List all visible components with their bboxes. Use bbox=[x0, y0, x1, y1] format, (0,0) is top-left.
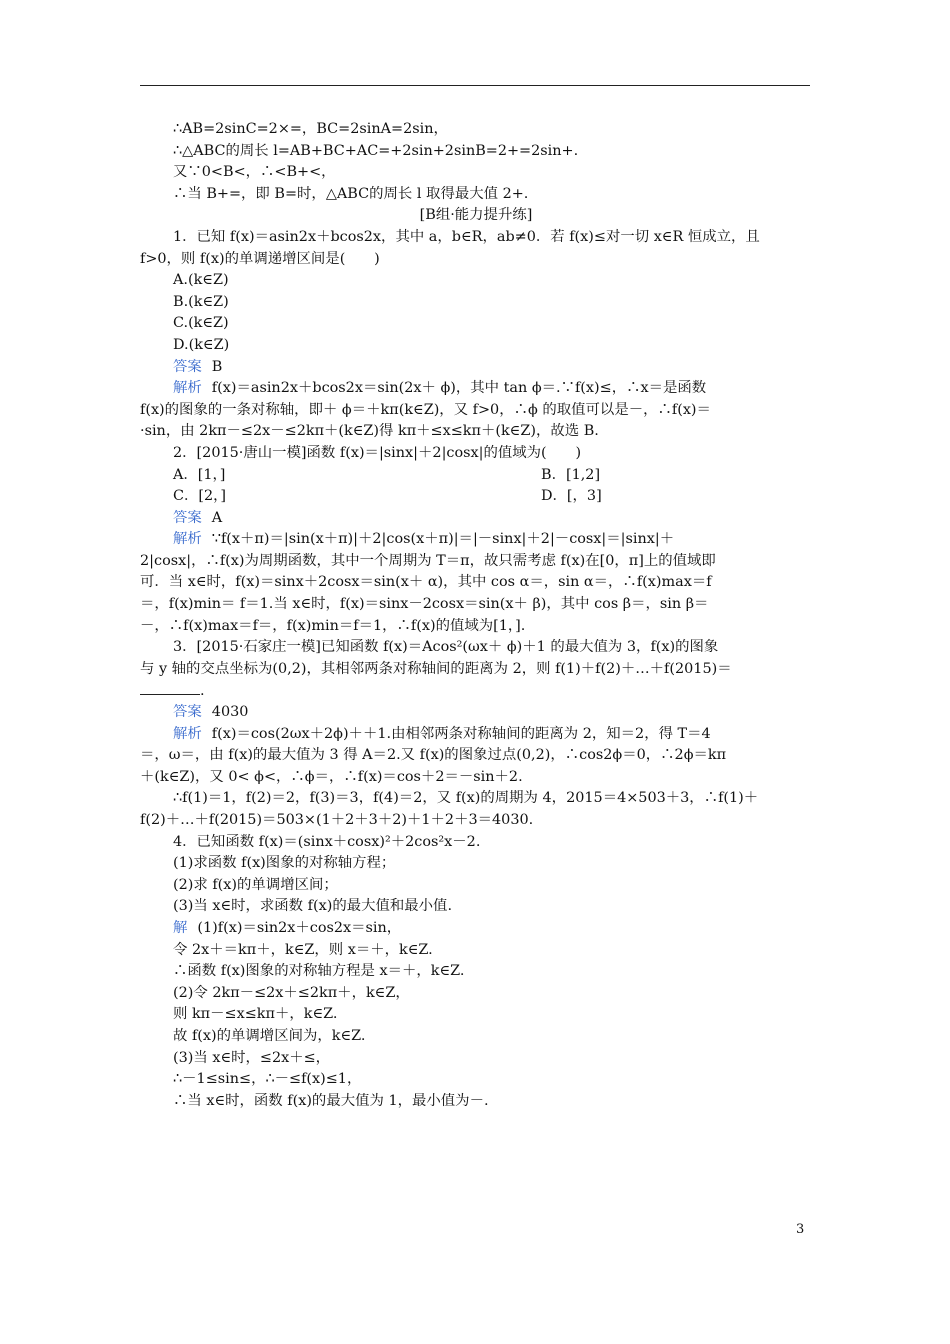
question-2: 2．[2015·唐山一模]函数 f(x)＝|sinx|＋2|cosx|的值域为( ) bbox=[173, 444, 582, 461]
text-line: 可．当 x∈时，f(x)＝sinx＋2cosx＝sin(x＋ α)，其中 cos α＝，sin α＝，∴f(x)max＝f bbox=[140, 574, 712, 591]
text-line: ＝，f(x)min＝ f＝1.当 x∈时，f(x)＝sinx－2cosx＝sin(x＋ β)，其中 cos β＝，sin β＝ bbox=[140, 596, 709, 613]
option-c: C．[2，] bbox=[173, 488, 226, 505]
answer-label: 答案 bbox=[173, 704, 202, 721]
question-1: 1．已知 f(x)＝asin2x＋bcos2x，其中 a，b∈R，ab≠0．若 f(x)≤对一切 x∈R 恒成立，且 bbox=[173, 228, 760, 245]
answer-line: 答案 4030 bbox=[173, 704, 249, 721]
question-4: 4．已知函数 f(x)＝(sinx＋cosx)²＋2cos²x－2. bbox=[173, 833, 481, 850]
option-d: D．[，3] bbox=[541, 488, 602, 505]
analysis-line: 解析 f(x)＝cos(2ωx＋2ϕ)＋＋1.由相邻两条对称轴间的距离为 2，知＝2，得 T＝4 bbox=[173, 725, 711, 742]
answer-line: 答案 B bbox=[173, 358, 223, 375]
text-line: 又∵0<B<，∴<B+<， bbox=[173, 164, 336, 181]
text-line: (2)求 f(x)的单调增区间； bbox=[173, 876, 338, 893]
answer-line: 答案 A bbox=[173, 509, 223, 526]
text-line: (1)求函数 f(x)图象的对称轴方程； bbox=[173, 855, 396, 872]
text-line: 令 2x＋＝kπ＋，k∈Z，则 x＝＋，k∈Z. bbox=[173, 941, 433, 958]
solution-line: 解 (1)f(x)＝sin2x＋cos2x＝sin， bbox=[173, 919, 402, 936]
text-line: f>0，则 f(x)的单调递增区间是( ) bbox=[140, 250, 380, 267]
blank-line: . bbox=[140, 680, 812, 702]
header-rule bbox=[140, 85, 810, 86]
text-line: (3)当 x∈时，≤2x＋≤， bbox=[173, 1049, 331, 1066]
analysis-line: 解析 f(x)＝asin2x＋bcos2x＝sin(2x＋ ϕ)，其中 tan ϕ＝.∵f(x)≤，∴x＝是函数 bbox=[173, 380, 707, 397]
options-row bbox=[140, 486, 812, 508]
option-b: B．[1,2] bbox=[541, 466, 601, 483]
text-line: ＋(k∈Z)，又 0< ϕ<，∴ϕ＝，∴f(x)＝cos＋2＝－sin＋2. bbox=[140, 768, 523, 785]
text-line: 2|cosx|，∴f(x)为周期函数，其中一个周期为 T＝π，故只需考虑 f(x)在[0，π]上的值域即 bbox=[140, 552, 716, 569]
text-line: (3)当 x∈时，求函数 f(x)的最大值和最小值. bbox=[173, 898, 453, 915]
text-line: ∴AB=2sinC=2×=，BC=2sinA=2sin， bbox=[173, 121, 448, 137]
text-line: f(2)＋…＋f(2015)＝503×(1＋2＋3＋2)＋1＋2＋3＝4030. bbox=[140, 812, 534, 828]
text-line: 则 kπ－≤x≤kπ＋，k∈Z. bbox=[173, 1006, 338, 1023]
document-body bbox=[140, 119, 812, 1112]
analysis-label: 解析 bbox=[173, 531, 202, 548]
answer-label: 答案 bbox=[173, 509, 202, 526]
option-b: B.(k∈Z) bbox=[173, 293, 229, 310]
options-row bbox=[140, 465, 812, 487]
analysis-label: 解析 bbox=[173, 725, 202, 742]
text-line: ·sin，由 2kπ－≤2x－≤2kπ＋(k∈Z)得 kπ＋≤x≤kπ＋(k∈Z)，故选 B. bbox=[140, 423, 599, 440]
text-line: ∴当 B+=，即 B=时，△ABC的周长 l 取得最大值 2+. bbox=[173, 185, 529, 202]
text-line: －，∴f(x)max＝f＝，f(x)min＝f＝1，∴f(x)的值域为[1，]. bbox=[140, 617, 526, 634]
page-number: 3 bbox=[796, 1222, 805, 1237]
text-line: ∴△ABC的周长 l=AB+BC+AC=+2sin+2sinB=2+=2sin+. bbox=[173, 142, 579, 159]
option-a: A．[1，] bbox=[173, 466, 226, 483]
solution-label: 解 bbox=[173, 919, 188, 936]
option-d: D.(k∈Z) bbox=[173, 336, 230, 353]
analysis-line: 解析 ∵f(x＋π)＝|sin(x＋π)|＋2|cos(x＋π)|＝|－sinx|＋2|－cosx|＝|sinx|＋ bbox=[173, 531, 675, 548]
text-line: 故 f(x)的单调增区间为，k∈Z. bbox=[173, 1027, 366, 1044]
answer-label: 答案 bbox=[173, 358, 202, 375]
text-line: ∴f(1)＝1，f(2)＝2，f(3)＝3，f(4)＝2，又 f(x)的周期为 4，2015＝4×503＋3，∴f(1)＋ bbox=[173, 790, 759, 807]
text-line: ∴函数 f(x)图象的对称轴方程是 x＝＋，k∈Z. bbox=[173, 963, 465, 980]
option-a: A.(k∈Z) bbox=[173, 272, 229, 289]
text-line: ∴当 x∈时，函数 f(x)的最大值为 1，最小值为－. bbox=[173, 1092, 489, 1109]
text-line: ∴－1≤sin≤，∴－≤f(x)≤1， bbox=[173, 1071, 362, 1088]
fill-blank bbox=[140, 680, 200, 695]
text-line: f(x)的图象的一条对称轴，即＋ ϕ＝＋kπ(k∈Z)，又 f>0，∴ϕ 的取值可以是－，∴f(x)＝ bbox=[140, 401, 711, 418]
text-line: (2)令 2kπ－≤2x＋≤2kπ＋，k∈Z， bbox=[173, 984, 410, 1001]
question-3: 3．[2015·石家庄一模]已知函数 f(x)＝Acos²(ωx＋ ϕ)＋1 的最大值为 3，f(x)的图象 bbox=[173, 639, 719, 656]
option-c: C.(k∈Z) bbox=[173, 315, 229, 332]
text-line: 与 y 轴的交点坐标为(0,2)，其相邻两条对称轴间的距离为 2，则 f(1)＋f(2)＋…＋f(2015)＝ bbox=[140, 660, 732, 677]
section-heading: [B组·能力提升练] bbox=[419, 207, 533, 224]
text-line: ＝，ω＝，由 f(x)的最大值为 3 得 A＝2.又 f(x)的图象过点(0,2)，∴cos2ϕ＝0，∴2ϕ＝kπ bbox=[140, 747, 727, 764]
analysis-label: 解析 bbox=[173, 380, 202, 397]
